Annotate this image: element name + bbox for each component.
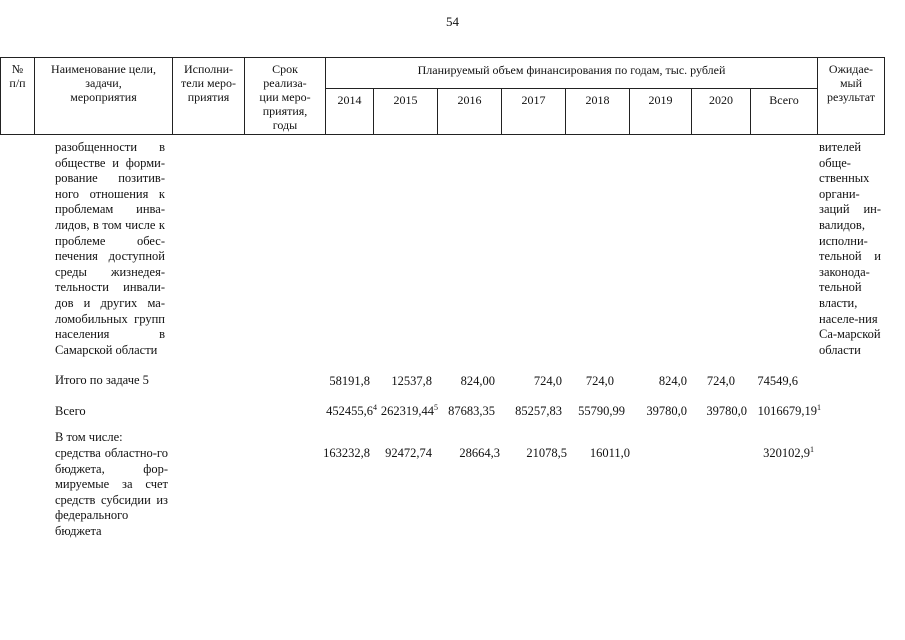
header-col-funding: Планируемый объем финансирования по годам, тыс. рублей xyxy=(417,63,726,77)
header-year-total: Всего xyxy=(769,93,799,107)
value-2016: 28664,3 xyxy=(459,446,500,460)
continued-result-cell: вителей обще-ственных органи-заций ин-валидов, исполни-тельной и законода-тельной власти, населе-ния Са-марской области xyxy=(819,140,881,357)
header-col-term: Срок реализа- ции меро- приятия, годы xyxy=(259,62,311,132)
value-2018: 16011,0 xyxy=(589,446,630,460)
value-2016: 87683,35 xyxy=(448,404,495,418)
header-year-2015: 2015 xyxy=(393,93,418,107)
header-col-number: № п/п xyxy=(9,62,26,90)
header-year-2020: 2020 xyxy=(709,93,733,107)
value-2019: 824,0 xyxy=(658,374,687,388)
value-2020: 39780,0 xyxy=(706,404,747,418)
value-2015: 92472,74 xyxy=(385,446,432,460)
header-col-executors: Исполни- тели меро- приятия xyxy=(181,62,236,104)
continued-name-cell: разобщенности в обществе и форми-рование позитив-ного отношения к проблемам инва-лидов, в том числе к проблеме обес-печения доступной среды жизнедея-тельности инвали-дов и других ма-ломобильных групп населения в Самарской области xyxy=(55,140,165,357)
value-2018: 724,0 xyxy=(585,374,614,388)
value-2015: 262319,44$^5$ xyxy=(380,403,438,418)
header-year-2019: 2019 xyxy=(648,93,673,107)
header-col-result: Ожидае- мый результат xyxy=(826,62,876,104)
value-2017: 724,0 xyxy=(533,374,562,388)
header-year-2016: 2016 xyxy=(457,93,482,107)
header-year-2018: 2018 xyxy=(585,93,610,107)
row-label: В том числе: xyxy=(55,430,123,444)
value-2014: 163232,8 xyxy=(323,446,370,460)
page-number: 54 xyxy=(446,14,459,29)
value-total: 320102,9$^1$ xyxy=(763,445,814,460)
value-2014: 452455,6$^4$ xyxy=(326,403,377,418)
value-2017: 85257,83 xyxy=(515,404,562,418)
value-2019: 39780,0 xyxy=(646,404,687,418)
value-2014: 58191,8 xyxy=(329,374,370,388)
value-total: 74549,6 xyxy=(757,374,798,388)
row-sublabel: средства областно-го бюджета, фор-мируемые за счет средств субсидии из федерального бюджета xyxy=(55,446,168,538)
value-2020: 724,0 xyxy=(706,374,735,388)
row-label: Итого по задаче 5 xyxy=(55,373,149,387)
value-total: 1016679,19$^1$ xyxy=(757,403,821,418)
value-2018: 55790,99 xyxy=(578,404,625,418)
value-2017: 21078,5 xyxy=(526,446,567,460)
header-year-2014: 2014 xyxy=(337,93,362,107)
value-2016: 824,00 xyxy=(460,374,495,388)
value-2015: 12537,8 xyxy=(391,374,432,388)
header-col-name: Наименование цели, задачи, мероприятия xyxy=(51,62,156,104)
row-label: Всего xyxy=(55,404,86,418)
header-year-2017: 2017 xyxy=(521,93,546,107)
